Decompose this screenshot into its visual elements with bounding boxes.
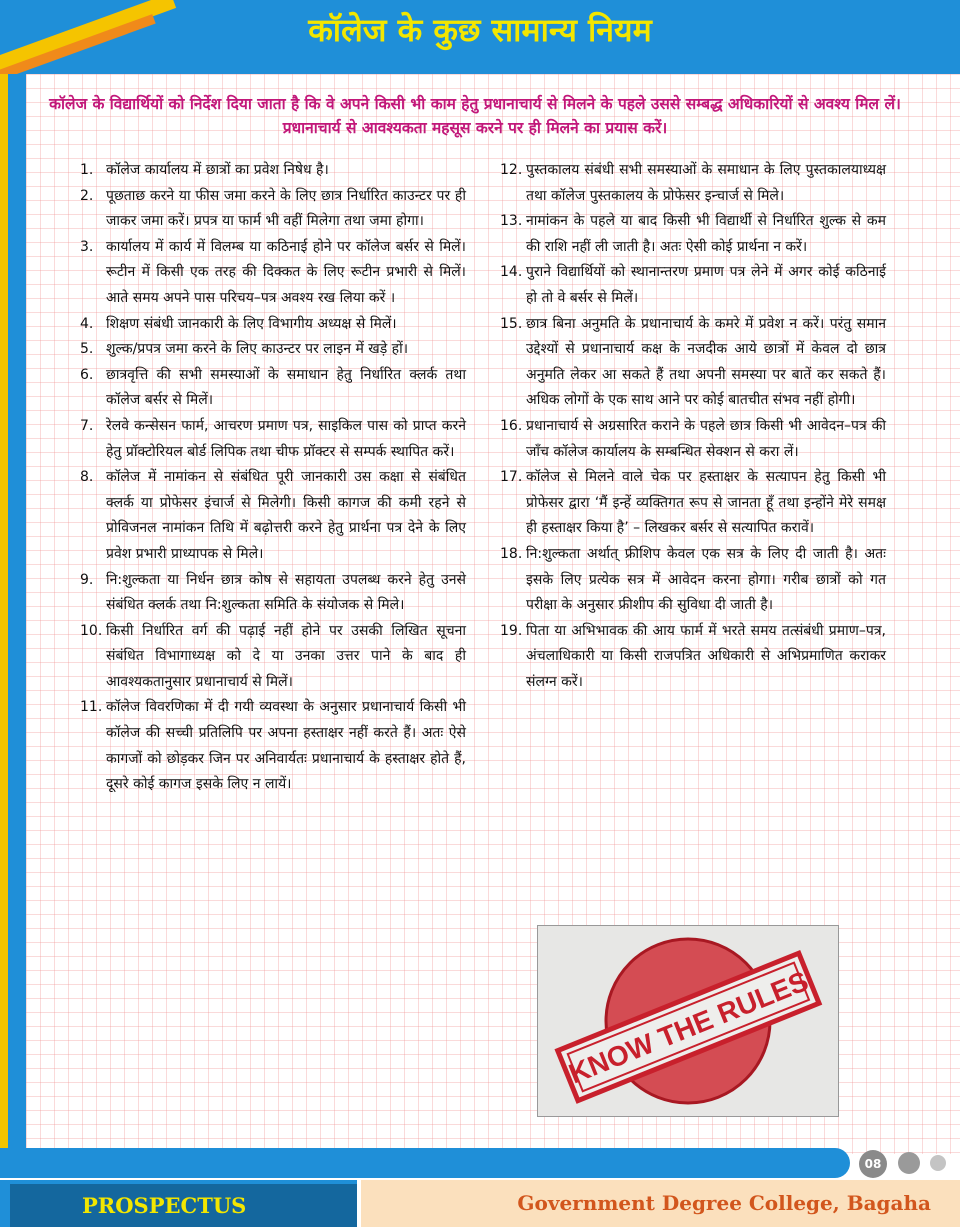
rule-number: 11.	[80, 699, 103, 716]
rule-text: प्रधानाचार्य से अग्रसारित कराने के पहले छात्र किसी भी आवेदन–पत्र की जाँच कॉलेज कार्यालय के सम्बन्धित सेक्शन से करा लें।	[526, 417, 886, 460]
rule-text: पुराने विद्यार्थियों को स्थानान्तरण प्रमाण पत्र लेने में अगर कोई कठिनाई हो तो वे बर्सर से मिलें।	[526, 264, 886, 306]
rule-item	[80, 158, 466, 184]
rule-item	[500, 312, 886, 414]
rule-number: 5.	[80, 341, 94, 358]
rule-item	[80, 465, 466, 567]
rule-text: नामांकन के पहले या बाद किसी भी विद्यार्थी से निर्धारित शुल्क से कम की राशि नहीं ली जाती है। अतः ऐसी कोई प्रार्थना न करें।	[526, 213, 886, 255]
rule-item	[80, 695, 466, 797]
page-title: कॉलेज के कुछ सामान्य नियम	[308, 11, 652, 49]
rule-number: 4.	[80, 315, 94, 332]
rule-number: 1.	[80, 162, 94, 178]
rule-item	[80, 337, 466, 363]
rule-number: 17.	[500, 469, 523, 486]
rule-item	[80, 184, 466, 235]
stamp-text: KNOW THE RULES	[564, 965, 813, 1090]
rules-column-left	[80, 158, 466, 798]
rule-item	[500, 158, 886, 209]
decor-dot	[898, 1152, 920, 1174]
rule-number: 16.	[500, 417, 523, 434]
rule-text: पुस्तकालय संबंधी सभी समस्याओं के समाधान के लिए पुस्तकालयाध्यक्ष तथा कॉलेज पुस्तकालय के प्रोफेसर इन्चार्ज से मिले।	[526, 162, 886, 204]
rule-text: किसी निर्धारित वर्ग की पढ़ाई नहीं होने पर उसकी लिखित सूचना संबंधित विभागाध्यक्ष को दे या उनका उत्तर पाने के बाद ही आवश्यकतानुसार प्रधानाचार्य से मिलें।	[106, 622, 466, 690]
rule-text: रेलवे कन्सेसन फार्म, आचरण प्रमाण पत्र, साइकिल पास को प्राप्त करने हेतु प्रॉक्टोरियल बोर्ड लिपिक तथा चीफ प्रॉक्टर से सम्पर्क स्थापित करें।	[106, 417, 466, 460]
rule-number: 2.	[80, 187, 94, 204]
rule-item	[500, 465, 886, 542]
intro-text: कॉलेज के विद्यार्थियों को निर्देश दिया जाता है कि वे अपने किसी भी काम हेतु प्रधानाचार्य से मिलने के पहले उससे सम्बद्ध अधिकारियों से अवश्य मिल लें। प्रधानाचार्य से आवश्यकता महसूस करने पर ही मिलने का प्रयास करें।	[49, 95, 901, 137]
rule-text: पूछताछ करने या फीस जमा करने के लिए छात्र निर्धारित काउन्टर पर ही जाकर जमा करें। प्रपत्र या फार्म भी वहीं मिलेगा तथा जमा होगा।	[106, 187, 466, 230]
page-number: 08	[859, 1150, 887, 1178]
rule-text: छात्रवृत्ति की सभी समस्याओं के समाधान हेतु निर्धारित क्लर्क तथा कॉलेज बर्सर से मिलें।	[106, 366, 466, 409]
rule-item	[80, 363, 466, 414]
footer-prospectus-label: PROSPECTUS	[82, 1193, 247, 1218]
page-header	[0, 0, 960, 74]
rule-number: 7.	[80, 417, 94, 434]
decor-dot	[930, 1155, 946, 1171]
rule-number: 12.	[500, 162, 523, 178]
rule-item	[500, 542, 886, 619]
rule-number: 15.	[500, 315, 523, 332]
rule-number: 3.	[80, 238, 94, 255]
rule-item	[500, 209, 886, 260]
left-border-accent	[0, 74, 8, 1166]
rule-text: छात्र बिना अनुमति के प्रधानाचार्य के कमरे में प्रवेश न करें। परंतु समान उद्देश्यों से प्रधानाचार्य कक्ष के नजदीक आये छात्रों में केवल दो छात्र अनुमति लेकर आ सकते हैं तथा अपनी समस्या पर बातें कर सकते हैं। अधिक लोगों के एक साथ आने पर कोई बातचीत संभव नहीं होगी।	[526, 315, 886, 409]
rule-number: 6.	[80, 366, 94, 383]
rule-number: 9.	[80, 571, 94, 588]
rule-text: कॉलेज विवरणिका में दी गयी व्यवस्था के अनुसार प्रधानाचार्य किसी भी कॉलेज की सच्ची प्रतिलिपि पर अपना हस्ताक्षर नहीं करते हैं। अतः ऐसे कागजों को छोड़कर जिन पर अनिवार्यतः प्रधानाचार्य के हस्ताक्षर होते हैं, दूसरे कोई कागज इसके लिए न लायें।	[106, 699, 466, 793]
rule-text: कार्यालय में कार्य में विलम्ब या कठिनाई होने पर कॉलेज बर्सर से मिलें। रूटीन में किसी एक तरह की दिक्कत के लिए रूटीन प्रभारी से मिलें। आते समय अपने पास परिचय–पत्र अवश्य रख लिया करें ।	[106, 238, 466, 306]
stamp-graphic	[538, 926, 838, 1116]
rule-number: 14.	[500, 264, 523, 281]
rule-text: पिता या अभिभावक की आय फार्म में भरते समय तत्संबंधी प्रमाण–पत्र, अंचलाधिकारी या किसी राजपत्रित अधिकारी से अभिप्रमाणित कराकर संलग्न करें।	[526, 622, 886, 690]
rule-text: कॉलेज कार्यालय में छात्रों का प्रवेश निषेध है।	[106, 162, 329, 178]
rule-item	[80, 235, 466, 312]
rule-item	[500, 260, 886, 311]
rule-number: 19.	[500, 622, 523, 639]
rule-item	[80, 568, 466, 619]
rule-number: 13.	[500, 213, 523, 230]
rule-number: 8.	[80, 469, 94, 486]
know-the-rules-stamp-image	[537, 925, 839, 1117]
rule-text: नि:शुल्कता अर्थात् फ्रीशिप केवल एक सत्र के लिए दी जाती है। अतः इसके लिए प्रत्येक सत्र में आवेदन करना होगा। गरीब छात्रों को गत परीक्षा के अनुसार फ्रीशीप की सुविधा दी जाती है।	[526, 545, 886, 614]
rule-item	[80, 312, 466, 338]
rule-number: 10.	[80, 622, 103, 639]
rule-text: कॉलेज में नामांकन से संबंधित पूरी जानकारी उस कक्षा से संबंधित क्लर्क या प्रोफेसर इंचार्ज से मिलेगी। किसी कागज की कमी रहने से प्रोविजनल नामांकन तिथि में बढ़ोत्तरी करने हेतु प्रार्थना पत्र देने के लिए प्रवेश प्रभारी प्राध्यापक से मिले।	[106, 469, 466, 562]
rule-number: 18.	[500, 545, 523, 562]
rule-text: शिक्षण संबंधी जानकारी के लिए विभागीय अध्यक्ष से मिलें।	[106, 315, 397, 332]
rule-item	[80, 619, 466, 696]
rule-item	[500, 619, 886, 696]
rule-item	[80, 414, 466, 465]
rule-text: नि:शुल्कता या निर्धन छात्र कोष से सहायता उपलब्ध करने हेतु उनसे संबंधित क्लर्क तथा नि:शुल्कता समिति के संयोजक से मिले।	[106, 571, 466, 614]
bottom-band	[0, 1148, 850, 1178]
rule-item	[500, 414, 886, 465]
footer-college-name: Government Degree College, Bagaha	[517, 1191, 931, 1215]
rules-column-right	[500, 158, 886, 695]
rule-text: कॉलेज से मिलने वाले चेक पर हस्ताक्षर के सत्यापन हेतु किसी भी प्रोफेसर द्वारा ‘मैं इन्हें व्यक्तिगत रूप से जानता हूँ तथा इन्होंने मेरे समक्ष ही हस्ताक्षर किया है’ – लिखकर बर्सर से सत्यापित करावें।	[526, 469, 886, 537]
rule-text: शुल्क/प्रपत्र जमा करने के लिए काउन्टर पर लाइन में खड़े हों।	[106, 341, 409, 358]
